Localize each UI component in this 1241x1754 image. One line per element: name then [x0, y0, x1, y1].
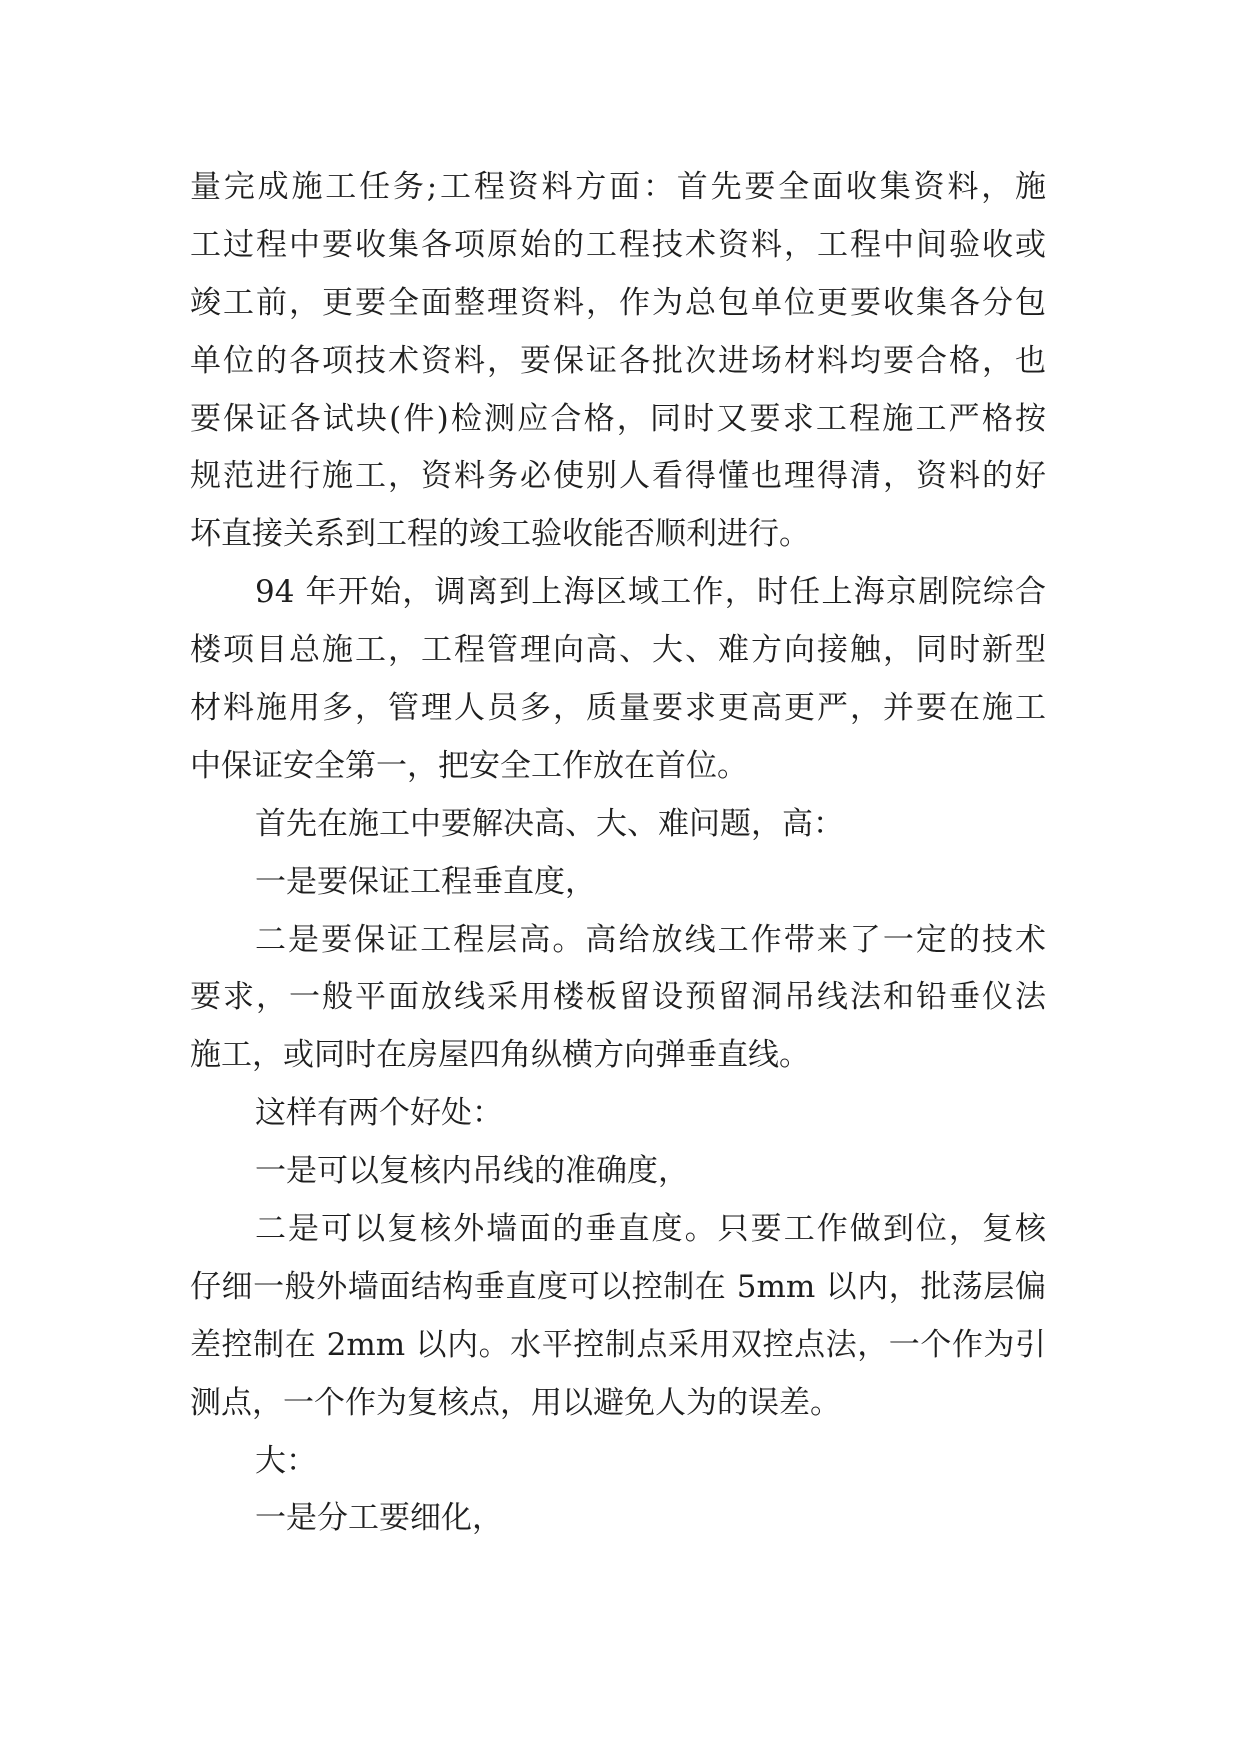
text-line: 二是可以复核外墙面的垂直度。只要工作做到位，复核: [255, 1211, 1046, 1248]
paragraph: [190, 1201, 1046, 1433]
text-line: 大：: [255, 1442, 317, 1479]
text-line: 中保证安全第一，把安全工作放在首位。: [190, 747, 748, 784]
text-line: 竣工前，更要全面整理资料，作为总包单位更要收集各分包: [190, 284, 1046, 321]
paragraph: [190, 1433, 1046, 1491]
text-line: 要求，一般平面放线采用楼板留设预留洞吊线法和铅垂仪法: [190, 979, 1046, 1016]
text-line: 规范进行施工，资料务必使别人看得懂也理得清，资料的好: [190, 458, 1046, 495]
paragraph: [190, 159, 1046, 564]
text-line: 工过程中要收集各项原始的工程技术资料，工程中间验收或: [190, 226, 1046, 263]
text-line: 测点，一个作为复核点，用以避免人为的误差。: [190, 1384, 841, 1421]
text-line: 坏直接关系到工程的竣工验收能否顺利进行。: [190, 516, 810, 553]
text-line: 施工，或同时在房屋四角纵横方向弹垂直线。: [190, 1037, 810, 1074]
paragraph: [190, 854, 1046, 912]
text-line: 量完成施工任务;工程资料方面：首先要全面收集资料，施: [190, 169, 1046, 205]
paragraph: [190, 564, 1046, 796]
text-line: 单位的各项技术资料，要保证各批次进场材料均要合格，也: [190, 342, 1046, 379]
paragraph: [190, 1143, 1046, 1201]
text-line: 首先在施工中要解决高、大、难问题，高：: [255, 805, 844, 842]
text-line: 二是要保证工程层高。高给放线工作带来了一定的技术: [255, 921, 1046, 958]
paragraph: [190, 1490, 1046, 1548]
paragraph: [190, 796, 1046, 854]
text-line: 要保证各试块(件)检测应合格，同时又要求工程施工严格按: [190, 400, 1046, 437]
paragraph: [190, 912, 1046, 1086]
text-line: 一是要保证工程垂直度，: [255, 863, 596, 900]
text-line: 一是可以复核内吊线的准确度，: [255, 1153, 689, 1190]
text-line: 仔细一般外墙面结构垂直度可以控制在 5mm 以内，批荡层偏: [190, 1268, 1046, 1305]
text-line: 94 年开始，调离到上海区域工作，时任上海京剧院综合: [255, 574, 1046, 611]
text-line: 楼项目总施工，工程管理向高、大、难方向接触，同时新型: [190, 632, 1046, 669]
text-line: 一是分工要细化，: [255, 1500, 503, 1537]
text-line: 材料施用多，管理人员多，质量要求更高更严，并要在施工: [190, 690, 1046, 727]
text-line: 这样有两个好处：: [255, 1095, 503, 1132]
body-text: [190, 159, 1046, 1548]
paragraph: [190, 1085, 1046, 1143]
text-line: 差控制在 2mm 以内。水平控制点采用双控点法，一个作为引: [190, 1326, 1046, 1363]
